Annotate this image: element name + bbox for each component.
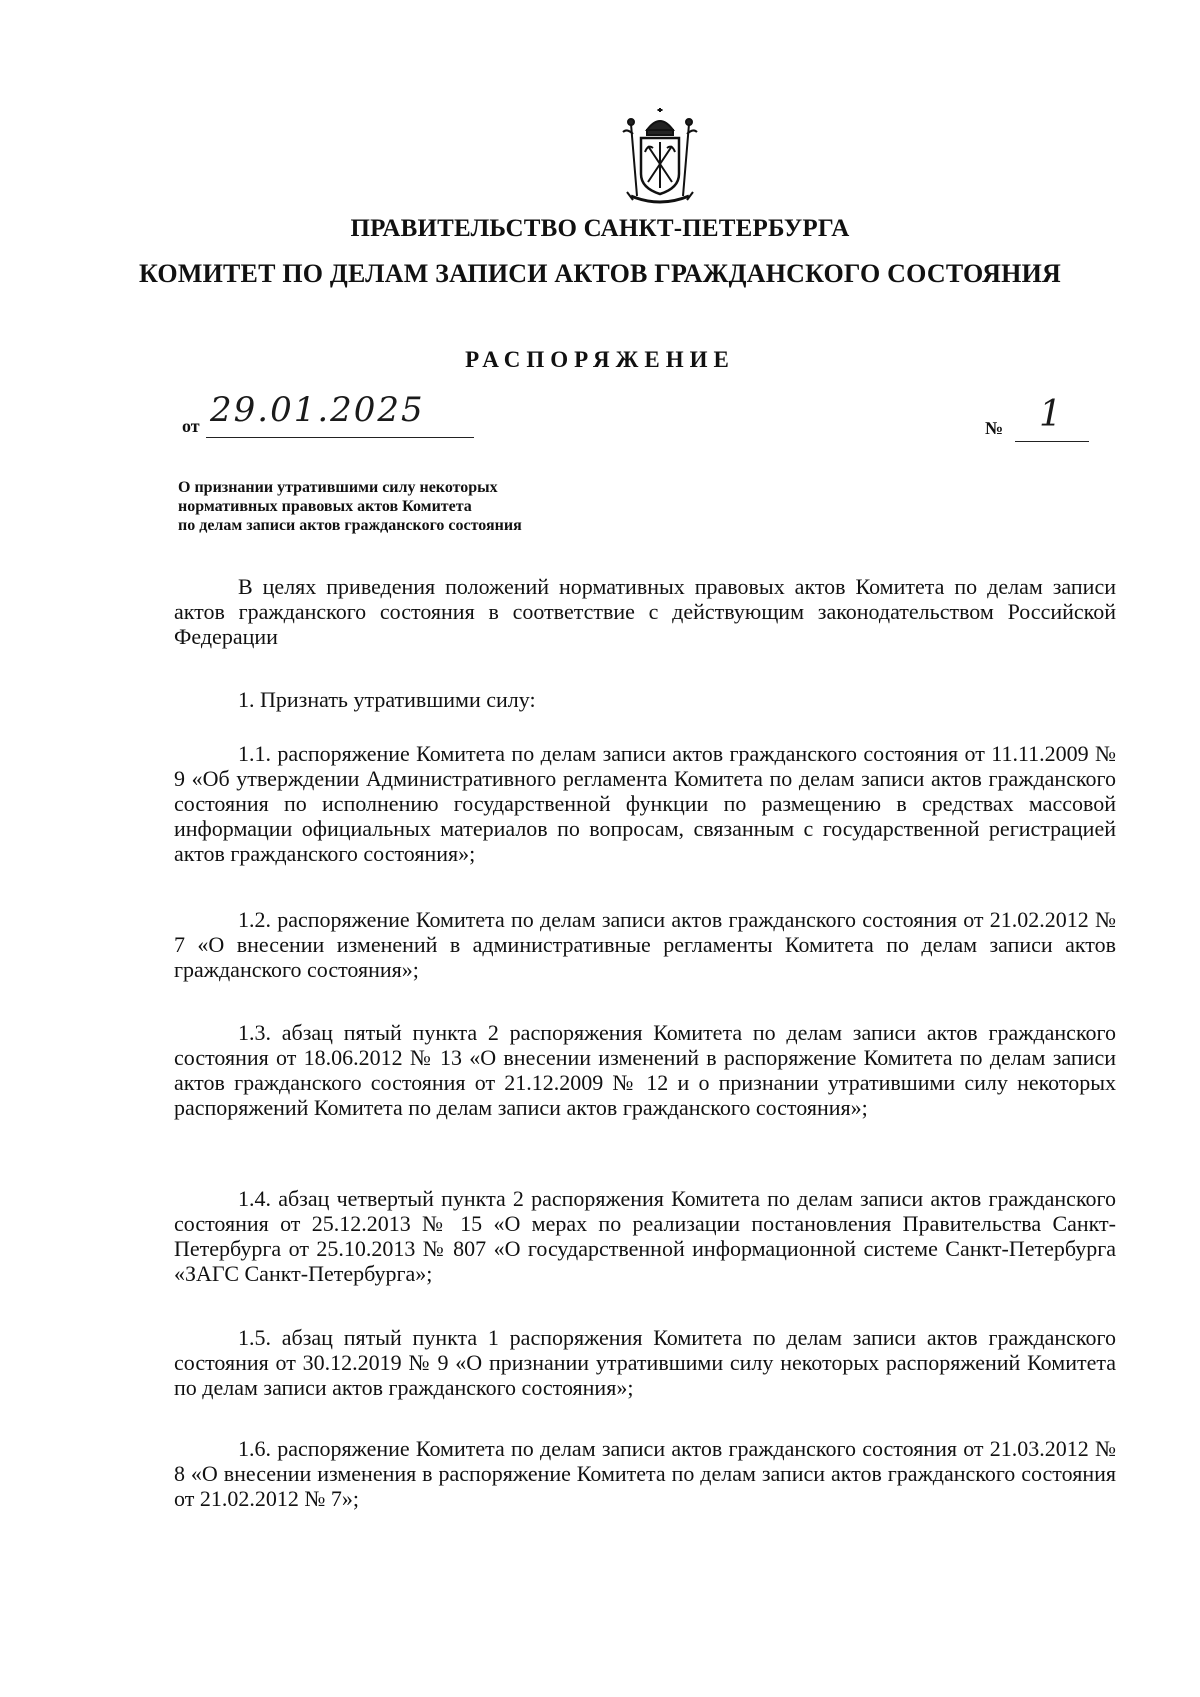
clause-1: 1. Признать утратившими силу: — [238, 687, 536, 712]
subject-line: нормативных правовых актов Комитета — [178, 498, 472, 515]
clause-1-5: 1.5. абзац пятый пункта 1 распоряжения Комитета по делам записи актов гражданского состояния от 30.12.2019 № 9 «О признании утратившими силу некоторых распоряжений Комитета по делам записи актов гражданского состояния»; — [174, 1325, 1116, 1400]
number-prefix: № — [985, 418, 1004, 438]
subject-line: по делам записи актов гражданского состояния — [178, 517, 522, 534]
handwritten-date: 29.01.2025 — [210, 390, 425, 430]
date-underline — [206, 437, 474, 438]
number-field — [985, 394, 1105, 445]
preamble-paragraph: В целях приведения положений нормативных правовых актов Комитета по делам записи актов гражданского состояния в соответствие с действующим законодательством Российской Федерации — [174, 574, 1116, 649]
coat-of-arms-icon — [617, 108, 703, 208]
clause-1-3: 1.3. абзац пятый пункта 2 распоряжения Комитета по делам записи актов гражданского состояния от 18.06.2012 № 13 «О внесении изменений в распоряжение Комитета по делам записи актов гражданского состояния от 21.12.2009 № 12 и о признании утратившими силу некоторых распоряжений Комитета по делам записи актов гражданского состояния»; — [174, 1020, 1116, 1120]
date-prefix: от — [182, 416, 200, 436]
government-title: ПРАВИТЕЛЬСТВО САНКТ-ПЕТЕРБУРГА — [350, 215, 850, 242]
clause-1-4: 1.4. абзац четвертый пункта 2 распоряжения Комитета по делам записи актов гражданского состояния от 25.12.2013 № 15 «О мерах по реализации постановления Правительства Санкт-Петербурга от 25.10.2013 № 807 «О государственной информационной системе Санкт-Петербурга «ЗАГС Санкт-Петербурга»; — [174, 1186, 1116, 1286]
handwritten-number: 1 — [1039, 394, 1062, 435]
number-underline — [1015, 441, 1089, 442]
document-subject — [178, 478, 678, 535]
clause-1-1: 1.1. распоряжение Комитета по делам записи актов гражданского состояния от 11.11.2009 № 9 «Об утверждении Административного регламента Комитета по делам записи актов гражданского состояния по исполнению государственной функции по размещению в средствах массовой информации официальных материалов по вопросам, связанным с государственной регистрацией актов гражданского состояния»; — [174, 741, 1116, 866]
document-type: РАСПОРЯЖЕНИЕ — [465, 347, 735, 372]
committee-title: КОМИТЕТ ПО ДЕЛАМ ЗАПИСИ АКТОВ ГРАЖДАНСКОГО СОСТОЯНИЯ — [139, 259, 1061, 288]
clause-1-6: 1.6. распоряжение Комитета по делам записи актов гражданского состояния от 21.03.2012 № 8 «О внесении изменения в распоряжение Комитета по делам записи актов гражданского состояния от 21.02.2012 № 7»; — [174, 1436, 1116, 1511]
subject-line: О признании утратившими силу некоторых — [178, 479, 498, 496]
date-field — [182, 390, 482, 440]
clause-1-2: 1.2. распоряжение Комитета по делам записи актов гражданского состояния от 21.02.2012 № 7 «О внесении изменений в административные регламенты Комитета по делам записи актов гражданского состояния»; — [174, 907, 1116, 982]
